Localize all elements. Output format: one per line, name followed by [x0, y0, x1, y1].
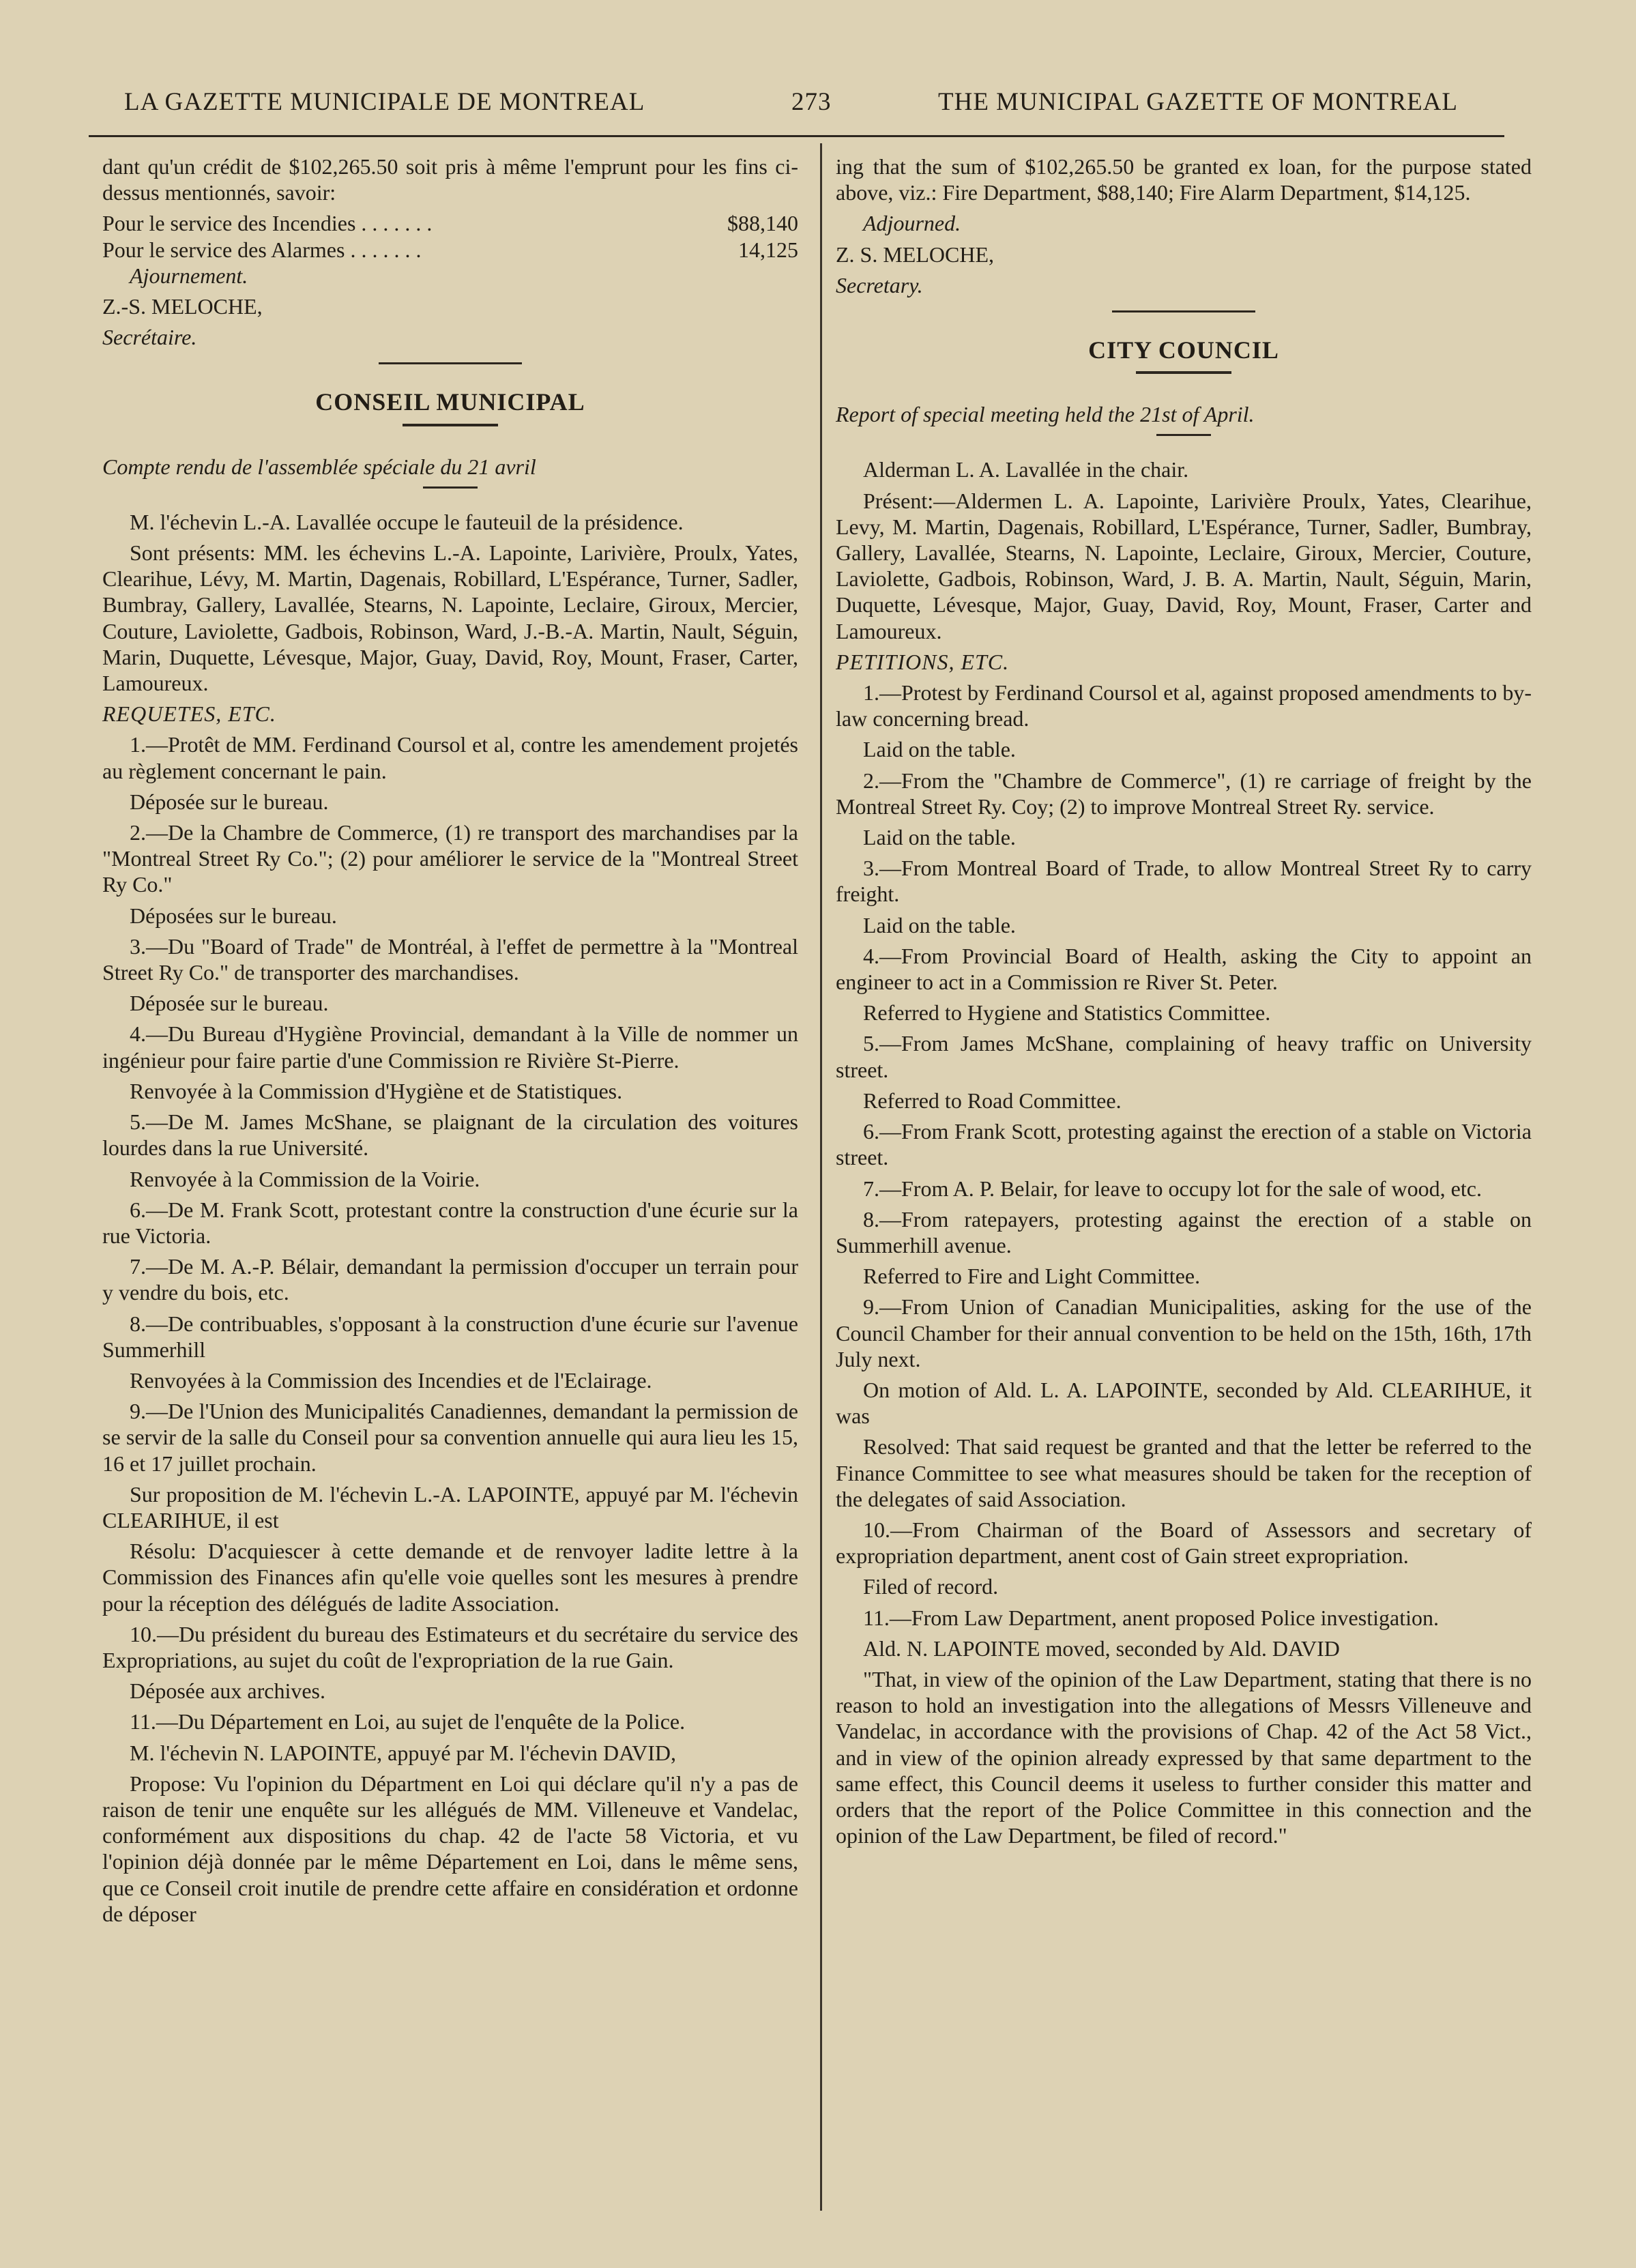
en-paragraph: 9.—From Union of Canadian Municipalities, asking for the use of the Council Chamber for their annual convention to be held on the 15th, 16th, 17th July next. [836, 1294, 1532, 1371]
section-rule [1112, 310, 1255, 312]
fr-paragraph: 10.—Du président du bureau des Estimateurs et du secrétaire du service des Expropriations, au sujet du coût de l'expropriation de la rue Gain. [102, 1621, 798, 1672]
en-subtitle: Report of special meeting held the 21st of April. [836, 402, 1255, 427]
en-paragraph: Laid on the table. [863, 912, 1016, 937]
fr-paragraph: 1.—Protêt de MM. Ferdinand Coursol et al, contre les amendement projetés au règlement concernant le pain. [102, 732, 798, 783]
en-paragraph: Referred to Fire and Light Committee. [863, 1264, 1201, 1289]
title-rule [403, 424, 498, 426]
fr-amount-label: Pour le service des Alarmes . . . . . . . [102, 237, 422, 262]
en-section-title: CITY COUNCIL [1088, 336, 1279, 364]
en-paragraph: Referred to Hygiene and Statistics Committee. [863, 1000, 1271, 1026]
fr-section-title: CONSEIL MUNICIPAL [315, 388, 585, 416]
column-divider [820, 143, 822, 2211]
running-head-english: THE MUNICIPAL GAZETTE OF MONTREAL [938, 88, 1458, 116]
en-paragraph: 5.—From James McShane, complaining of heavy traffic on University street. [836, 1031, 1532, 1082]
fr-paragraph: 8.—De contribuables, s'opposant à la construction d'une écurie sur l'avenue Summerhill [102, 1311, 798, 1362]
en-paragraph: 3.—From Montreal Board of Trade, to allow Montreal Street Ry to carry freight. [836, 856, 1532, 907]
en-paragraph: 4.—From Provincial Board of Health, asking the City to appoint an engineer to act in a Commission re River St. Peter. [836, 943, 1532, 995]
fr-paragraph: Déposée sur le bureau. [130, 789, 329, 814]
fr-adjourn: Ajournement. [130, 263, 248, 288]
subtitle-rule [423, 486, 478, 489]
fr-section-heading: REQUETES, ETC. [102, 701, 276, 727]
en-chair: Alderman L. A. Lavallée in the chair. [863, 457, 1189, 482]
fr-paragraph: 4.—Du Bureau d'Hygiène Provincial, demandant à la Ville de nommer un ingénieur pour faire partie d'une Commission re Rivière St-Pierre. [102, 1021, 798, 1073]
en-signer-title: Secretary. [836, 272, 923, 297]
fr-paragraph: Renvoyées à la Commission des Incendies et de l'Eclairage. [130, 1367, 652, 1393]
fr-amount-row [102, 237, 798, 263]
fr-subtitle: Compte rendu de l'assemblée spéciale du 21 avril [102, 454, 536, 479]
en-paragraph: 10.—From Chairman of the Board of Assessors and secretary of expropriation department, anent cost of Gain street expropriation. [836, 1517, 1532, 1569]
en-paragraph: 2.—From the "Chambre de Commerce", (1) re carriage of freight by the Montreal Street Ry. Coy; (2) to improve Montreal Street Ry. service. [836, 768, 1532, 819]
fr-amount-label: Pour le service des Incendies . . . . . . . [102, 211, 433, 236]
en-paragraph: Laid on the table. [863, 825, 1016, 850]
en-paragraph: On motion of Ald. L. A. LAPOINTE, seconded by Ald. CLEARIHUE, it was [836, 1377, 1532, 1429]
en-paragraph: Filed of record. [863, 1574, 999, 1599]
fr-paragraph: Déposée sur le bureau. [130, 991, 329, 1016]
page-number: 273 [791, 88, 832, 116]
header-rule [89, 135, 1504, 137]
en-paragraph: "That, in view of the opinion of the Law Department, stating that there is no reason to hold an investigation into the allegations of Messrs Villeneuve and Vandelac, in accordance with the provisions of Chap. 42 of the Act 58 Vict., and in view of the opinion already expressed by that same department to the same effect, this Council deems it useless to further consider this matter and orders that the report of the Police Committee in this connection and the opinion of the Law Department, be filed of record." [836, 1666, 1532, 1848]
fr-paragraph: Résolu: D'acquiescer à cette demande et de renvoyer ladite lettre à la Commission des Finances afin qu'elle voie quelles sont les mesures à prendre pour la réception des délégués de ladite Association. [102, 1539, 798, 1616]
fr-paragraph: Déposées sur le bureau. [130, 903, 337, 928]
title-rule [1136, 371, 1231, 374]
fr-signer-title: Secrétaire. [102, 325, 197, 350]
fr-paragraph: Renvoyée à la Commission de la Voirie. [130, 1166, 480, 1191]
fr-present: Sont présents: MM. les échevins L.-A. Lapointe, Larivière, Proulx, Yates, Clearihue, Lévy, M. Martin, Dagenais, Robillard, L'Espérance, Turner, Sadler, Bumbray, Gallery, Lavallée, Stearns, N. Lapointe, Leclaire, Giroux, Mercier, Couture, Laviolette, Gadbois, Robinson, Ward, J.-B.-A. Martin, Nault, Séguin, Marin, Duquette, Lévesque, Major, Guay, David, Roy, Mount, Fraser, Carter, Lamoureux. [102, 540, 798, 696]
fr-amount-row [102, 210, 798, 236]
fr-paragraph: Déposée aux archives. [130, 1678, 325, 1704]
fr-paragraph: 6.—De M. Frank Scott, protestant contre la construction d'une écurie sur la rue Victoria. [102, 1197, 798, 1248]
fr-chair: M. l'échevin L.-A. Lavallée occupe le fauteuil de la présidence. [130, 509, 684, 534]
fr-paragraph: 3.—Du "Board of Trade" de Montréal, à l'effet de permettre à la "Montreal Street Ry Co." de transporter des marchandises. [102, 933, 798, 985]
running-head-french: LA GAZETTE MUNICIPALE DE MONTREAL [124, 88, 645, 116]
en-paragraph: 11.—From Law Department, anent proposed Police investigation. [863, 1605, 1439, 1630]
subtitle-rule [1156, 434, 1211, 436]
en-paragraph: Referred to Road Committee. [863, 1088, 1122, 1113]
fr-signer: Z.-S. MELOCHE, [102, 294, 263, 319]
fr-paragraph: Renvoyée à la Commission d'Hygiène et de Statistiques. [130, 1078, 623, 1103]
en-adjourn: Adjourned. [863, 211, 961, 236]
en-paragraph: Ald. N. LAPOINTE moved, seconded by Ald. DAVID [863, 1635, 1340, 1661]
en-signer: Z. S. MELOCHE, [836, 242, 994, 267]
french-column [102, 154, 798, 1932]
fr-paragraph: 2.—De la Chambre de Commerce, (1) re transport des marchandises par la "Montreal Street Ry Co."; (2) pour améliorer le service de la "Montreal Street Ry Co." [102, 820, 798, 897]
en-intro: ing that the sum of $102,265.50 be granted ex loan, for the purpose stated above, viz.: Fire Department, $88,140; Fire Alarm Department, $14,125. [836, 154, 1532, 205]
fr-amount-value: $88,140 [727, 211, 798, 236]
fr-paragraph: Sur proposition de M. l'échevin L.-A. LAPOINTE, appuyé par M. l'échevin CLEARIHUE, il est [102, 1481, 798, 1532]
fr-paragraph: 9.—De l'Union des Municipalités Canadiennes, demandant la permission de se servir de la salle du Conseil pour sa convention annuelle qui aura lieu les 15, 16 et 17 juillet prochain. [102, 1399, 798, 1476]
fr-paragraph: M. l'échevin N. LAPOINTE, appuyé par M. l'échevin DAVID, [130, 1740, 676, 1765]
fr-paragraph: 5.—De M. James McShane, se plaignant de la circulation des voitures lourdes dans la rue Université. [102, 1109, 798, 1161]
en-paragraph: 6.—From Frank Scott, protesting against the erection of a stable on Victoria street. [836, 1119, 1532, 1170]
en-paragraph: 8.—From ratepayers, protesting against the erection of a stable on Summerhill avenue. [836, 1206, 1532, 1257]
en-present: Présent:—Aldermen L. A. Lapointe, Larivière Proulx, Yates, Clearihue, Levy, M. Martin, Dagenais, Robillard, L'Espérance, Turner, Sadler, Bumbray, Gallery, Lavallée, Stearns, N. Lapointe, Leclaire, Giroux, Mercier, Couture, Laviolette, Gadbois, Robinson, Ward, J. B. A. Martin, Nault, Séguin, Marin, Duquette, Lévesque, Major, Guay, David, Roy, Mount, Fraser, Carter and Lamoureux. [836, 488, 1532, 643]
english-column [836, 154, 1532, 1853]
fr-paragraph: 11.—Du Département en Loi, au sujet de l'enquête de la Police. [130, 1709, 686, 1734]
fr-amount-value: 14,125 [738, 237, 798, 262]
fr-paragraph: 7.—De M. A.-P. Bélair, demandant la permission d'occuper un terrain pour y vendre du bois, etc. [102, 1254, 798, 1305]
en-paragraph: Laid on the table. [863, 737, 1016, 762]
en-paragraph: 7.—From A. P. Belair, for leave to occupy lot for the sale of wood, etc. [863, 1176, 1482, 1201]
fr-intro: dant qu'un crédit de $102,265.50 soit pris à même l'emprunt pour les fins ci-dessus mentionnés, savoir: [102, 154, 798, 205]
fr-paragraph: Propose: Vu l'opinion du Départment en Loi qui déclare qu'il n'y a pas de raison de tenir une enquête sur les allégués de MM. Villeneuve et Vandelac, conformément aux dispositions du chap. 42 de l'acte 58 Victoria, et vu l'opinion déjà donnée par le même Département en Loi, dans le même sens, que ce Conseil croit inutile de prendre cette affaire en considération et ordonne de déposer [102, 1771, 798, 1926]
en-paragraph: 1.—Protest by Ferdinand Coursol et al, against proposed amendments to by-law concerning bread. [836, 680, 1532, 731]
section-rule [379, 362, 522, 364]
en-section-heading: PETITIONS, ETC. [836, 649, 1010, 674]
en-paragraph: Resolved: That said request be granted and that the letter be referred to the Finance Committee to see what measures should be taken for the reception of the delegates of said Association. [836, 1434, 1532, 1511]
